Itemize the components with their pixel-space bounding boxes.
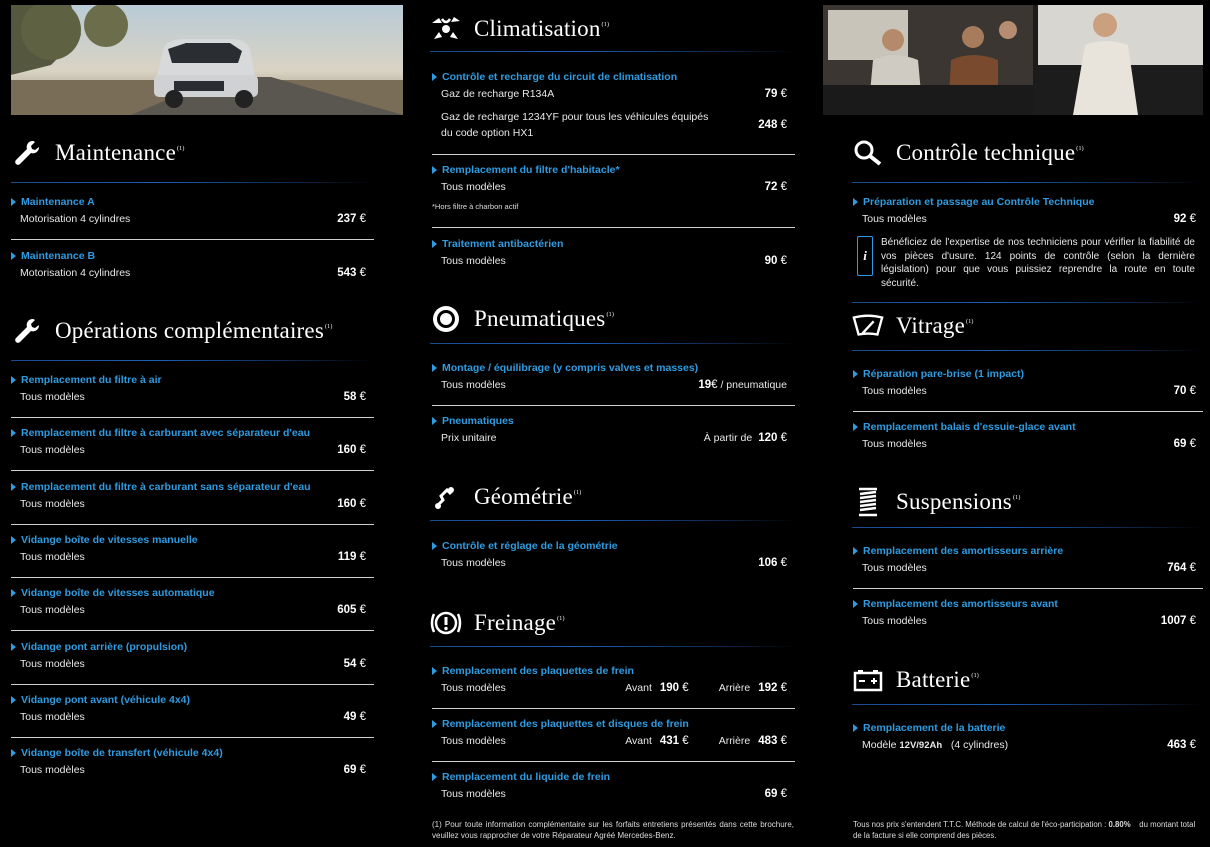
interior-photo [823, 5, 1203, 115]
row-divider [432, 761, 795, 762]
item-title: Remplacement des plaquettes et disques de frein [432, 718, 787, 730]
vitrage-header [852, 310, 974, 342]
item-price: 463 € [1167, 739, 1196, 751]
row-divider [11, 684, 374, 685]
item-title: Remplacement du filtre d'habitacle* [432, 164, 787, 176]
list-item [432, 665, 787, 694]
row-divider [11, 417, 374, 418]
item-title: Contrôle et réglage de la géométrie [432, 540, 787, 552]
battery-icon [852, 664, 884, 696]
item-desc: Modèle 12V/92Ah (4 cylindres) [862, 739, 1009, 751]
susp-header [852, 486, 1021, 518]
item-note: *Hors filtre à charbon actif [432, 202, 519, 211]
section-divider [852, 302, 1202, 303]
van-photo [11, 5, 403, 115]
item-price: 605 € [337, 604, 366, 616]
row-divider [432, 154, 795, 155]
item-price: 69 € [343, 764, 366, 776]
list-item [853, 598, 1196, 627]
item-price: 70 € [1173, 385, 1196, 397]
item-price: 49 € [343, 711, 366, 723]
front-price: 431 € [659, 735, 689, 747]
item-title: Remplacement du filtre à carburant sans séparateur d'eau [11, 481, 366, 493]
item-desc: Tous modèles [20, 551, 85, 563]
list-item [11, 694, 366, 723]
item-title: Montage / équilibrage (y compris valves et masses) [432, 362, 787, 374]
item-price: 764 € [1167, 562, 1196, 574]
item-title: Remplacement du liquide de frein [432, 771, 787, 783]
item-price: 160 € [337, 444, 366, 456]
item-title: Maintenance A [11, 196, 366, 208]
item-desc: Tous modèles [441, 682, 506, 694]
batt-header [852, 664, 979, 696]
item-price: 543 € [337, 267, 366, 279]
section-divider [11, 182, 371, 183]
item-desc: Tous modèles [20, 391, 85, 403]
item-desc: Motorisation 4 cylindres [20, 213, 131, 225]
rear-label: Arrière [718, 735, 751, 747]
suspension-spring-icon [852, 486, 884, 518]
item-price: À partir de 120 € [703, 432, 787, 444]
frein-title: Freinage$^{(1)}$ [474, 610, 565, 635]
item-title: Préparation et passage au Contrôle Technique [853, 196, 1196, 208]
item-title: Vidange boîte de vitesses manuelle [11, 534, 366, 546]
item-price: 54 € [343, 658, 366, 670]
list-item [432, 771, 787, 800]
item-price: 90 € [764, 255, 787, 267]
row-divider [11, 470, 374, 471]
list-item [11, 747, 366, 776]
footnote: (1) Pour toute information complémentaire sur les forfaits entretiens présentés dans cette brochure, veuillez vous rapprocher de votre Réparateur Agréé Mercedes-Benz. [432, 820, 794, 840]
item-desc: Tous modèles [20, 498, 85, 510]
rear-label: Arrière [718, 682, 751, 694]
item-price: 58 € [343, 391, 366, 403]
list-item [11, 587, 366, 616]
item-desc: Tous modèles [862, 385, 927, 397]
item-desc: Tous modèles [441, 788, 506, 800]
rear-price: 483 € [758, 735, 787, 747]
item-title: Réparation pare-brise (1 impact) [853, 368, 1196, 380]
item-desc: Tous modèles [20, 711, 85, 723]
maintenance-header [11, 137, 185, 169]
list-item [11, 374, 366, 403]
item-desc: Tous modèles [441, 735, 506, 747]
row-divider [11, 737, 374, 738]
info-icon: i [857, 236, 873, 276]
footnote: Tous nos prix s'entendent T.T.C. Méthode de calcul de l'éco-participation : 0.80% du montant total de la facture si elle comprend des pièces. [853, 820, 1196, 840]
item-desc: Tous modèles [20, 604, 85, 616]
item-title: Maintenance B [11, 250, 366, 262]
item-desc: Gaz de recharge R134A [441, 88, 555, 100]
item-price: 69 € [764, 788, 787, 800]
item-price: 248 € [758, 119, 787, 131]
item-desc: Tous modèles [20, 658, 85, 670]
item-title: Contrôle et recharge du circuit de climatisation [432, 71, 787, 83]
list-item [11, 427, 366, 456]
item-title: Remplacement des amortisseurs arrière [853, 545, 1196, 557]
item-desc: Motorisation 4 cylindres [20, 267, 131, 279]
front-price: 190 € [659, 682, 689, 694]
item-price: 160 € [337, 498, 366, 510]
list-item [432, 415, 787, 444]
item-title: Remplacement balais d'essuie-glace avant [853, 421, 1196, 433]
maintenance-title: Maintenance$^{(1)}$ [55, 140, 185, 165]
list-item [432, 238, 787, 267]
list-item [11, 196, 366, 225]
list-item [853, 421, 1196, 450]
row-divider [853, 411, 1203, 412]
steering-geometry-icon [430, 481, 462, 513]
row-divider [432, 405, 795, 406]
item-title: Vidange boîte de vitesses automatique [11, 587, 366, 599]
frein-header [430, 607, 565, 639]
list-item [853, 722, 1196, 751]
susp-title: Suspensions$^{(1)}$ [896, 489, 1021, 514]
section-divider [430, 520, 795, 521]
list-item [432, 362, 787, 391]
pneu-title: Pneumatiques$^{(1)}$ [474, 306, 615, 331]
item-title: Traitement antibactérien [432, 238, 787, 250]
item-title: Remplacement des amortisseurs avant [853, 598, 1196, 610]
rear-price: 192 € [758, 682, 787, 694]
magnifier-icon [852, 137, 884, 169]
item-desc: Prix unitaire [441, 432, 497, 444]
item-price: 19€ / pneumatique [698, 379, 787, 391]
climate-fan-icon [430, 13, 462, 45]
row-divider [11, 524, 374, 525]
item-price: 119 € [337, 551, 366, 563]
row-divider [853, 588, 1203, 589]
item-desc: Tous modèles [862, 438, 927, 450]
wrench-icon [11, 137, 43, 169]
item-desc: Tous modèles [862, 213, 927, 225]
list-item [853, 196, 1196, 225]
clim-header [430, 13, 609, 45]
info-box [857, 236, 1195, 290]
item-title: Remplacement du filtre à carburant avec séparateur d'eau [11, 427, 366, 439]
item-title: Vidange boîte de transfert (véhicule 4x4) [11, 747, 366, 759]
list-item [432, 71, 787, 141]
geo-header [430, 481, 581, 513]
list-item [11, 641, 366, 670]
ct-header [852, 137, 1084, 169]
section-divider [852, 704, 1202, 705]
item-desc: Tous modèles [441, 557, 506, 569]
brake-warning-icon [430, 607, 462, 639]
section-divider [852, 182, 1202, 183]
item-desc: Tous modèles [862, 562, 927, 574]
item-title: Remplacement de la batterie [853, 722, 1196, 734]
section-divider [430, 646, 795, 647]
item-title: Remplacement du filtre à air [11, 374, 366, 386]
item-desc: Tous modèles [441, 255, 506, 267]
item-title: Remplacement des plaquettes de frein [432, 665, 787, 677]
operations-title: Opérations complémentaires$^{(1)}$ [55, 318, 333, 343]
section-divider [430, 343, 795, 344]
item-price: 69 € [1173, 438, 1196, 450]
vitrage-title: Vitrage$^{(1)}$ [896, 313, 974, 338]
row-divider [432, 708, 795, 709]
item-desc: Tous modèles [20, 764, 85, 776]
item-price: 106 € [758, 557, 787, 569]
row-divider [432, 227, 795, 228]
pneu-header [430, 303, 614, 335]
item-price: 72 € [764, 181, 787, 193]
row-divider [11, 630, 374, 631]
front-label: Avant [625, 735, 652, 747]
tire-icon [430, 303, 462, 335]
section-divider [11, 360, 371, 361]
section-divider [852, 527, 1202, 528]
list-item [11, 250, 366, 279]
wrench-icon [11, 315, 43, 347]
item-price: 1007 € [1160, 615, 1196, 627]
list-item [853, 368, 1196, 397]
item-desc: Tous modèles [441, 181, 506, 193]
item-desc: Tous modèles [441, 379, 506, 391]
operations-header [11, 315, 333, 347]
item-title: Vidange pont arrière (propulsion) [11, 641, 366, 653]
section-divider [852, 350, 1202, 351]
geo-title: Géométrie$^{(1)}$ [474, 484, 582, 509]
item-title: Pneumatiques [432, 415, 787, 427]
list-item [853, 545, 1196, 574]
ct-title: Contrôle technique$^{(1)}$ [896, 140, 1084, 165]
section-divider [430, 51, 795, 52]
batt-title: Batterie$^{(1)}$ [896, 667, 980, 692]
item-title: Vidange pont avant (véhicule 4x4) [11, 694, 366, 706]
list-item [11, 481, 366, 510]
list-item [432, 540, 787, 569]
list-item [432, 164, 787, 211]
item-desc: Gaz de recharge 1234YF pour tous les véhicules équipés du code option HX1 [441, 111, 709, 139]
item-desc: Tous modèles [20, 444, 85, 456]
item-price: 79 € [764, 88, 787, 100]
item-price: 92 € [1173, 213, 1196, 225]
list-item [11, 534, 366, 563]
list-item [432, 718, 787, 747]
row-divider [11, 239, 374, 240]
windshield-wiper-icon [852, 310, 884, 342]
front-label: Avant [625, 682, 652, 694]
info-text: Bénéficiez de l'expertise de nos techniciens pour vérifier la fiabilité de vos pièces d'usure. 124 points de contrôle (selon la dernière législation) pour que vous puissiez reprendre la route en toute sécurité. [881, 237, 1195, 289]
item-price: 237 € [337, 213, 366, 225]
row-divider [11, 577, 374, 578]
item-desc: Tous modèles [862, 615, 927, 627]
clim-title: Climatisation$^{(1)}$ [474, 16, 610, 41]
